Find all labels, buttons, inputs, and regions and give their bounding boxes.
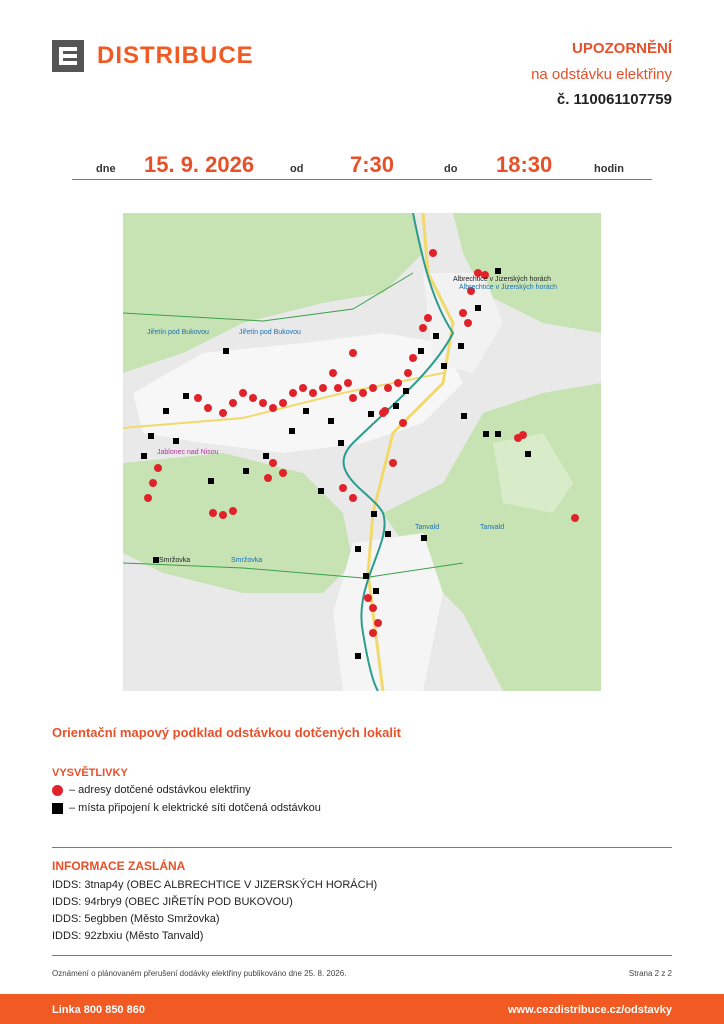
info-title: INFORMACE ZASLÁNA <box>52 859 186 873</box>
legend-connections <box>52 802 321 814</box>
from-label: od <box>290 163 304 175</box>
info-line: IDDS: 3tnap4y (OBEC ALBRECHTICE V JIZERSKÝCH HORÁCH) <box>52 879 378 891</box>
logo-text: DISTRIBUCE <box>97 42 254 69</box>
info-line: IDDS: 94rbry9 (OBEC JIŘETÍN POD BUKOVOU) <box>52 896 293 908</box>
cez-logo-icon <box>52 40 84 72</box>
divider <box>52 955 672 956</box>
black-square-icon <box>52 803 63 814</box>
legend-addresses <box>52 784 251 796</box>
to-label: do <box>444 163 458 175</box>
red-dot-icon <box>52 785 63 796</box>
place-label: Jiřetín pod Bukovou <box>239 329 301 336</box>
legend-title: VYSVĚTLIVKY <box>52 767 128 779</box>
date-label: dne <box>96 163 116 175</box>
place-label: Albrechtice v Jizerských horách <box>459 284 558 291</box>
notice-subtitle: na odstávku elektřiny <box>531 66 672 83</box>
map-caption: Orientační mapový podklad odstávkou dotčených lokalit <box>52 725 401 740</box>
legend-addresses-text: – adresy dotčené odstávkou elektřiny <box>69 784 251 796</box>
legend-connections-text: – místa připojení k elektrické síti dotčená odstávkou <box>69 802 321 814</box>
outage-map[interactable] <box>123 213 601 691</box>
notice-number: č. 110061107759 <box>556 91 672 108</box>
place-label: Albrechtice v Jizerských horách <box>453 276 552 283</box>
website-link[interactable]: www.cezdistribuce.cz/odstavky <box>507 1004 672 1016</box>
start-time: 7:30 <box>350 152 395 177</box>
place-label: Jiřetín pod Bukovou <box>147 329 209 336</box>
place-label: Smržovka <box>159 557 191 564</box>
hotline-text[interactable]: Linka 800 850 860 <box>52 1004 145 1016</box>
hours-label: hodin <box>594 163 624 175</box>
schedule-row <box>72 150 652 180</box>
place-label: Smržovka <box>231 557 263 564</box>
notice-title: UPOZORNĚNÍ <box>571 40 672 57</box>
place-label: Tanvald <box>480 524 505 531</box>
end-time: 18:30 <box>496 152 553 177</box>
place-label: Tanvald <box>415 524 440 531</box>
outage-date: 15. 9. 2026 <box>144 152 255 177</box>
info-line: IDDS: 5egbben (Město Smržovka) <box>52 913 220 925</box>
page-number: Strana 2 z 2 <box>628 969 672 978</box>
divider <box>52 847 672 848</box>
publication-note: Oznámení o plánovaném přerušení dodávky elektřiny publikováno dne 25. 8. 2026. <box>52 969 347 978</box>
place-label: Jablonec nad Nisou <box>157 449 219 456</box>
info-line: IDDS: 92zbxiu (Město Tanvald) <box>52 930 204 942</box>
